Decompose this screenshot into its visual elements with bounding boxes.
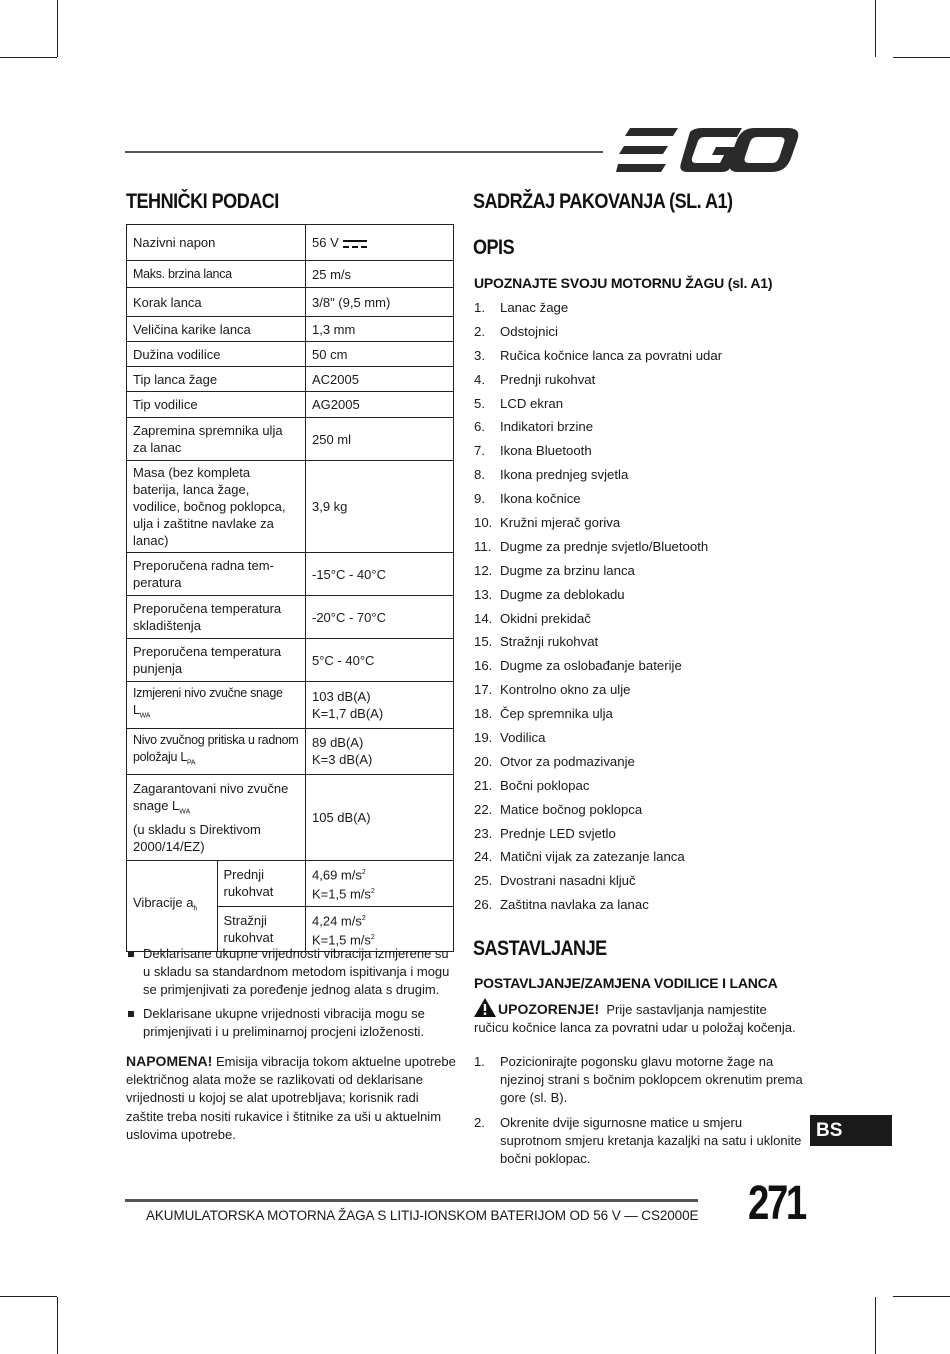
table-row	[127, 728, 454, 775]
list-item: 8. Ikona prednjeg svjetla	[474, 467, 629, 483]
crop-mark	[893, 1296, 950, 1297]
list-item: 2. Okrenite dvije sigurnosne matice u smjeru suprotnom smjeru kretanja kazaljki na satu i uklonite bočni poklopac.	[474, 1115, 802, 1166]
spec-value: 25 m/s	[306, 261, 454, 288]
spec-value: 105 dB(A)	[306, 775, 454, 861]
page-number: 271	[748, 1177, 805, 1230]
table-row	[127, 639, 454, 682]
spec-label: Masa (bez kompleta baterija, lanca žage, vodilice, bočnog poklopca, ulja i zaštitne navlake za lanac)	[127, 461, 306, 553]
list-item: Deklarisane ukupne vrijednosti vibracija mogu se primjenjivati i u preliminarnoj procjeni izloženosti.	[126, 1005, 454, 1041]
table-row	[127, 317, 454, 342]
crop-mark	[893, 57, 950, 58]
spec-value: 50 cm	[306, 342, 454, 367]
spec-label: Preporučena temperatura skladištenja	[127, 596, 306, 639]
list-item: 3. Ručica kočnice lanca za povratni udar	[474, 347, 723, 363]
list-item: 20. Otvor za podmazivanje	[474, 753, 635, 769]
crop-mark	[875, 0, 876, 57]
spec-label: Dužina vodilice	[127, 342, 306, 367]
bullet-square-icon	[128, 1011, 134, 1017]
parts-list	[474, 298, 722, 919]
table-row	[127, 392, 454, 418]
list-item: 25. Dvostrani nasadni ključ	[474, 873, 636, 889]
spec-value: 250 ml	[306, 418, 454, 461]
spec-label: Zagarantovani nivo zvučne snage $L_{WA}$ (u skladu s Direktivom 2000/14/EZ)	[127, 775, 306, 861]
note-label: NAPOMENA!	[126, 1053, 213, 1069]
spec-label: Nazivni napon	[127, 225, 306, 261]
list-item: 26. Zaštitna navlaka za lanac	[474, 897, 649, 913]
list-item: 7. Ikona Bluetooth	[474, 443, 592, 459]
spec-value: 3/8" (9,5 mm)	[306, 288, 454, 317]
spec-value: 103 dB(A) K=1,7 dB(A)	[306, 682, 454, 729]
crop-mark	[0, 57, 57, 58]
list-item: 19. Vodilica	[474, 730, 546, 746]
list-item: 15. Stražnji rukohvat	[474, 634, 599, 650]
spec-label: Korak lanca	[127, 288, 306, 317]
crop-mark	[57, 0, 58, 57]
header-rule	[125, 151, 603, 153]
vibration-label: Vibracije $a_h$	[127, 861, 218, 952]
spec-label: Tip vodilice	[127, 392, 306, 418]
spec-value: 4,24 $m/s^2$ K=1,5 $m/s^2$	[306, 906, 454, 952]
warning-text: Prije sastavljanja namjestite ručicu kočnice lanca za povratni udar u položaj kočenja.	[474, 1002, 796, 1035]
spec-label: Tip lanca žage	[127, 367, 306, 392]
spec-value: 1,3 mm	[306, 317, 454, 342]
spec-label: Veličina karike lanca	[127, 317, 306, 342]
vibration-notes-list	[126, 945, 454, 1047]
spec-label: Maks. brzina lanca	[127, 261, 306, 288]
spec-value: AG2005	[306, 392, 454, 418]
language-tab: BS	[810, 1115, 892, 1146]
note-text: Emisija vibracija tokom aktuelne upotrebe električnog alata može se razlikovati od deklarisane vrijednosti u kojoj se alat upotrebljava; korisnik radi zaštite treba nositi rukavice i štitnike za uši u aktuelnim uslovima upotrebe.	[126, 1054, 456, 1142]
list-item: 5. LCD ekran	[474, 395, 564, 411]
spec-label: Nivo zvučnog pritiska u radnom položaju $L_{PA}$	[127, 728, 306, 775]
warning-triangle-icon	[474, 998, 496, 1017]
install-bar-chain-title: POSTAVLJANJE/ZAMJENA VODILICE I LANCA	[474, 975, 778, 991]
table-row	[127, 225, 454, 261]
table-row	[127, 861, 454, 907]
list-item: 6. Indikatori brzine	[474, 419, 594, 435]
bullet-square-icon	[128, 951, 134, 957]
table-row	[127, 261, 454, 288]
list-item: 18. Čep spremnika ulja	[474, 706, 613, 722]
list-item: 17. Kontrolno okno za ulje	[474, 682, 631, 698]
list-item: 13. Dugme za deblokadu	[474, 586, 625, 602]
list-item: 23. Prednje LED svjetlo	[474, 825, 616, 841]
spec-value: -20°C - 70°C	[306, 596, 454, 639]
technical-data-title: TEHNIČKI PODACI	[126, 190, 279, 213]
table-row	[127, 342, 454, 367]
spec-label: Preporučena radna tem-peratura	[127, 553, 306, 596]
list-item: 24. Matični vijak za zatezanje lanca	[474, 849, 685, 865]
spec-value: 56 V	[306, 225, 454, 261]
list-item: 12. Dugme za brzinu lanca	[474, 562, 635, 578]
table-row	[127, 553, 454, 596]
list-item: 1. Pozicionirajte pogonsku glavu motorne žage na njezinoj strani s bočnim poklopcem okrenutim prema gore (sl. B).	[474, 1054, 803, 1105]
handle-label: Stražnji rukohvat	[217, 906, 306, 952]
table-row	[127, 775, 454, 861]
crop-mark	[875, 1297, 876, 1354]
list-item: 10. Kružni mjerač goriva	[474, 515, 621, 531]
list-item: 4. Prednji rukohvat	[474, 371, 596, 387]
spec-value: 89 dB(A) K=3 dB(A)	[306, 728, 454, 775]
table-row	[127, 418, 454, 461]
handle-label: Prednji rukohvat	[217, 861, 306, 907]
spec-value: 3,9 kg	[306, 461, 454, 553]
note-paragraph	[126, 1052, 456, 1144]
spec-label: Izmjereni nivo zvučne snage $L_{WA}$	[127, 682, 306, 729]
warning-label: UPOZORENJE!	[498, 1001, 600, 1017]
dc-current-icon	[343, 239, 367, 249]
table-row	[127, 682, 454, 729]
warning-paragraph	[474, 998, 804, 1037]
assembly-title: SASTAVLJANJE	[473, 937, 607, 960]
list-item: 22. Matice bočnog poklopca	[474, 801, 643, 817]
spec-label: Preporučena temperatura punjenja	[127, 639, 306, 682]
list-item: 9. Ikona kočnice	[474, 491, 581, 507]
table-row	[127, 367, 454, 392]
package-contents-title: SADRŽAJ PAKOVANJA (SL. A1)	[473, 190, 733, 213]
spec-value: AC2005	[306, 367, 454, 392]
list-item: 21. Bočni poklopac	[474, 777, 590, 793]
list-item: 11. Dugme za prednje svjetlo/Bluetooth	[474, 538, 709, 554]
crop-mark	[57, 1297, 58, 1354]
ego-logo	[616, 128, 800, 172]
know-your-saw-title: UPOZNAJTE SVOJU MOTORNU ŽAGU (sl. A1)	[474, 275, 773, 291]
list-item: 16. Dugme za oslobađanje baterije	[474, 658, 682, 674]
spec-value: 4,69 $m/s^2$ K=1,5 $m/s^2$	[306, 861, 454, 907]
crop-mark	[0, 1296, 57, 1297]
spec-value: -15°C - 40°C	[306, 553, 454, 596]
spec-label: Zapremina spremnika ulja za lanac	[127, 418, 306, 461]
footer-title: AKUMULATORSKA MOTORNA ŽAGA S LITIJ-IONSKOM BATERIJOM OD 56 V — CS2000E	[146, 1208, 699, 1223]
spec-value: 5°C - 40°C	[306, 639, 454, 682]
list-item: 1. Lanac žage	[474, 300, 569, 315]
description-title: OPIS	[473, 236, 515, 259]
footer-rule	[125, 1199, 698, 1202]
table-row	[127, 596, 454, 639]
assembly-steps-list	[474, 1053, 804, 1175]
list-item: Deklarisane ukupne vrijednosti vibracija izmjerene su u skladu sa standardnom metodom ispitivanja i mogu se primjenjivati za poređenje jednog alata s drugim.	[126, 945, 454, 999]
table-row	[127, 461, 454, 553]
table-row	[127, 288, 454, 317]
specifications-table	[126, 224, 454, 952]
list-item: 2. Odstojnici	[474, 323, 558, 339]
list-item: 14. Okidni prekidač	[474, 610, 591, 626]
